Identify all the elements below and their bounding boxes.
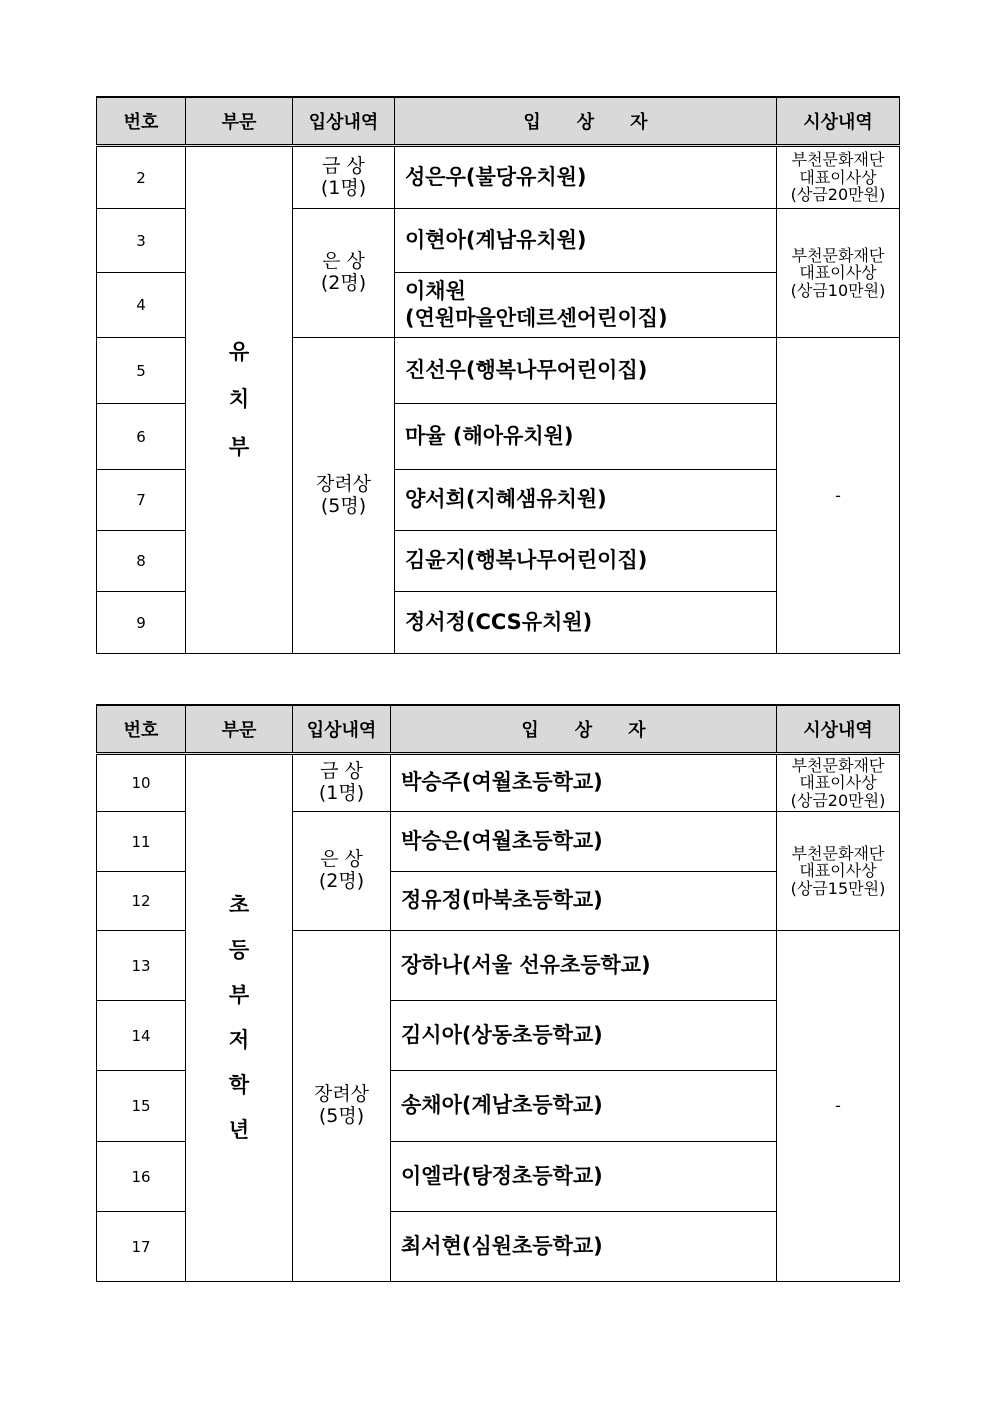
award-label: 장려상 [313, 1083, 370, 1106]
award-count: (2명) [320, 272, 367, 294]
row-number: 5 [97, 338, 186, 404]
winner-name [395, 273, 777, 338]
award-label: 장려상 [315, 472, 372, 495]
row-number: 14 [97, 1001, 186, 1071]
prize-silver [777, 812, 900, 931]
prize-encourage: - [777, 931, 900, 1282]
award-encourage [293, 338, 395, 654]
winner-name-line: (연원마을안데르센어린이집) [405, 306, 668, 330]
winner-name: 김윤지(행복나무어린이집) [395, 531, 777, 592]
division-char: 부 [228, 434, 250, 459]
prize-gold [777, 754, 900, 812]
prize-line: 부천문화재단 [791, 245, 885, 265]
elementary-award-table [96, 704, 900, 1282]
award-label: 은 상 [320, 848, 363, 871]
division-char: 부 [228, 982, 250, 1007]
row-number: 3 [97, 209, 186, 273]
prize-encourage: - [777, 338, 900, 654]
winner-name: 장하나(서울 선유초등학교) [391, 931, 777, 1001]
award-count: (1명) [320, 176, 367, 199]
header-award: 입상내역 [293, 97, 395, 146]
table-row [97, 754, 900, 812]
row-number: 9 [97, 592, 186, 654]
prize-line: 부천문화재단 [791, 150, 885, 170]
winner-name: 박승주(여월초등학교) [391, 754, 777, 812]
winner-name: 마율 (해아유치원) [395, 404, 777, 470]
prize-line: (상금20만원) [790, 790, 886, 810]
award-label: 은 상 [322, 250, 365, 273]
row-number: 16 [97, 1142, 186, 1212]
table-row [97, 146, 900, 209]
award-label: 금 상 [322, 154, 365, 177]
award-silver [293, 812, 391, 931]
winner-name: 이현아(계남유치원) [395, 209, 777, 273]
winner-name: 정유정(마북초등학교) [391, 872, 777, 931]
award-label: 금 상 [320, 760, 363, 783]
row-number: 4 [97, 273, 186, 338]
prize-silver [777, 209, 900, 338]
row-number: 8 [97, 531, 186, 592]
prize-line: (상금10만원) [790, 280, 886, 300]
row-number: 17 [97, 1212, 186, 1282]
division-char: 학 [228, 1073, 250, 1098]
prize-line: 대표이사상 [799, 861, 877, 881]
division-cell [186, 146, 293, 654]
award-count: (5명) [318, 1105, 365, 1127]
winner-name: 진선우(행복나무어린이집) [395, 338, 777, 404]
header-award: 입상내역 [293, 705, 391, 754]
row-number: 7 [97, 470, 186, 531]
winner-name-line: 이채원 [405, 278, 466, 303]
division-char: 치 [228, 387, 250, 412]
winner-name: 송채아(계남초등학교) [391, 1071, 777, 1142]
division-cell [186, 754, 293, 1282]
header-winner: 입 상 자 [395, 97, 777, 146]
prize-line: 부천문화재단 [791, 843, 885, 863]
row-number: 2 [97, 146, 186, 209]
row-number: 10 [97, 754, 186, 812]
row-number: 15 [97, 1071, 186, 1142]
kindergarten-award-table [96, 96, 900, 654]
prize-gold [777, 146, 900, 209]
row-number: 13 [97, 931, 186, 1001]
row-number: 6 [97, 404, 186, 470]
header-division: 부문 [186, 705, 293, 754]
award-count: (2명) [318, 870, 365, 892]
header-row [97, 97, 900, 146]
prize-line: 부천문화재단 [791, 755, 885, 775]
row-number: 12 [97, 872, 186, 931]
header-winner: 입 상 자 [391, 705, 777, 754]
division-char: 유 [228, 340, 250, 365]
header-no: 번호 [97, 705, 186, 754]
prize-line: (상금15만원) [790, 878, 886, 898]
header-prize: 시상내역 [777, 705, 900, 754]
header-row [97, 705, 900, 754]
winner-name: 이엘라(탕정초등학교) [391, 1142, 777, 1212]
award-gold [293, 146, 395, 209]
winner-name: 성은우(불당유치원) [395, 146, 777, 209]
division-char: 저 [228, 1028, 250, 1052]
prize-line: 대표이사상 [799, 773, 877, 793]
winner-name: 정서정(CCS유치원) [395, 592, 777, 654]
division-char: 등 [228, 937, 250, 962]
prize-line: (상금20만원) [790, 185, 886, 205]
row-number: 11 [97, 812, 186, 872]
prize-line: 대표이사상 [799, 263, 877, 283]
award-count: (5명) [320, 494, 367, 517]
award-count: (1명) [318, 782, 365, 804]
header-no: 번호 [97, 97, 186, 146]
header-prize: 시상내역 [777, 97, 900, 146]
prize-line: 대표이사상 [799, 167, 877, 187]
division-char: 년 [228, 1118, 250, 1143]
award-gold [293, 754, 391, 812]
winner-name: 박승은(여월초등학교) [391, 812, 777, 872]
winner-name: 양서희(지혜샘유치원) [395, 470, 777, 531]
header-division: 부문 [186, 97, 293, 146]
award-silver [293, 209, 395, 338]
winner-name: 김시아(상동초등학교) [391, 1001, 777, 1071]
winner-name: 최서현(심원초등학교) [391, 1212, 777, 1282]
division-char: 초 [228, 892, 250, 917]
award-encourage [293, 931, 391, 1282]
